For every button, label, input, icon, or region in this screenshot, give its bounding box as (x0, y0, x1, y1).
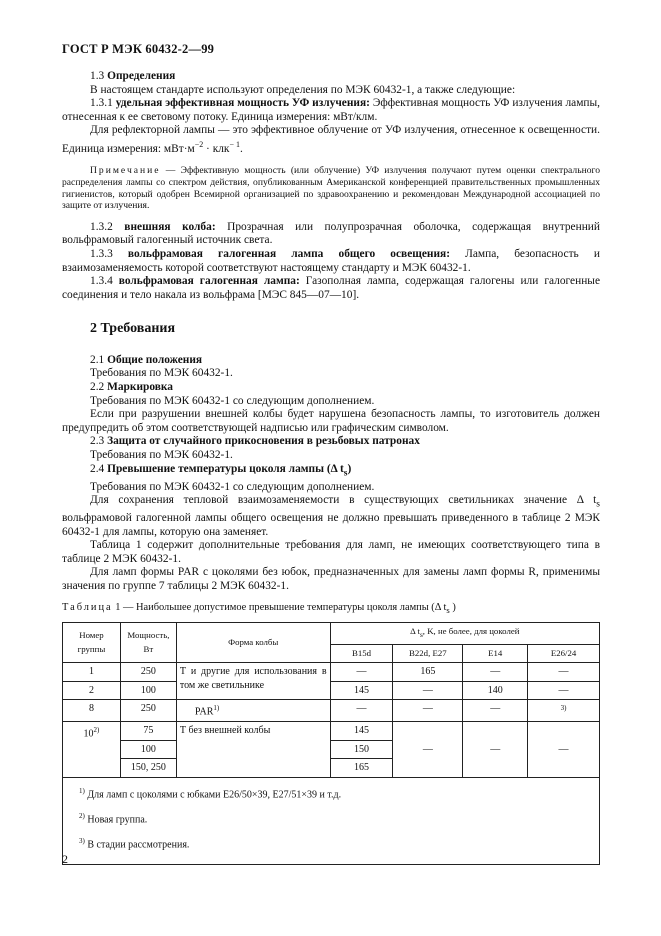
header-group: Номер группы (63, 623, 121, 663)
section-2-4-text-3: Таблица 1 содержит дополнительные требования для ламп, не имеющих соответствующего типа в таблице 2 МЭК 60432-1. (62, 539, 600, 565)
section-2-3-text: Требования по МЭК 60432-1. (90, 449, 233, 462)
table-footnotes (63, 778, 600, 865)
section-1-3-heading: 1.3 Определения (90, 70, 176, 82)
section-2-2-heading: 2.2 Маркировка (90, 381, 173, 394)
definition-1-3-1: 1.3.1 удельная эффективная мощность УФ излучения: Эффективная мощность УФ излучения лампы, отнесенная к ее световому потоку. Единица измерения: мВт/клм. (62, 97, 600, 123)
temperature-table (62, 622, 600, 865)
definition-1-3-2: 1.3.2 внешняя колба: Прозрачная или полупрозрачная оболочка, содержащая внутренний вольфрамовый галогенный источник света. (62, 220, 600, 247)
section-2-2-text-2: Если при разрушении внешней колбы будет нарушена безопасность лампы, то изготовитель должен предупредить об этом соответствующей надписью или графическим символом. (62, 408, 600, 434)
table-row: 10$^{2)}$ 75 Т без внешней колбы 145 — — — (63, 722, 600, 741)
footnote-2: $^{2)}$ Новая группа. (79, 811, 148, 826)
header-power: Мощность, Вт (120, 623, 176, 663)
section-2-2-text: Требования по МЭК 60432-1 со следующим дополнением. (90, 394, 375, 407)
definition-1-3-3: 1.3.3 вольфрамовая галогенная лампа общего освещения: Лампа, безопасность и взаимозаменяемость которой соответствуют настоящему стандарту и МЭК 60432-1. (62, 247, 600, 274)
document-header: ГОСТ Р МЭК 60432-2—99 (62, 42, 215, 56)
table-row: 1 250 Т и другие для использования в том же светильнике — 165 — — (63, 663, 600, 682)
cap-b22d: B22d, E27 (393, 644, 463, 663)
section-2-1-text: Требования по МЭК 60432-1. (90, 367, 233, 380)
section-2-4-text-4: Для ламп формы PAR с цоколями без юбок, предназначенных для замены ламп формы R, применимы значения по группе 7 таблицы 2 МЭК 60432-1. (62, 566, 600, 592)
section-2-4-text-2: Для сохранения тепловой взаимозаменяемости в существующих светильниках значение Δ $t_s$ вольфрамовой галогенной лампы общего освещения не должно превышать приведенного в таблице 2 МЭК 60432-1 для лампы, которую она заменяет. (62, 494, 600, 538)
section-2-4-text: Требования по МЭК 60432-1 со следующим дополнением. (90, 480, 375, 493)
footnote-3: $^{3)}$ В стадии рассмотрения. (79, 836, 190, 851)
section-2-4-heading: 2.4 Превышение температуры цоколя лампы (Δ $t_s$) (90, 462, 352, 478)
table-row: 2 100 145 — 140 — (63, 681, 600, 700)
table-header-row (63, 623, 600, 644)
cap-e26: E26/24 (528, 644, 600, 663)
table-row: 150, 250 165 (63, 759, 600, 778)
header-dt: Δ $t_s$, K, не более, для цоколей (330, 623, 599, 644)
cap-b15d: B15d (330, 644, 393, 663)
table-row: 100 150 (63, 740, 600, 759)
note-paragraph: Примечание — Эффективную мощность (или облучение) УФ излучения получают путем оценки спектрального распределения лампы со спектром действия, опубликованным Американской конференцией правительственных промышленных гигиенистов, который одобрен Всемирной организацией по здравоохранению и рекомендован Международной ассоциацией по защите от излучения. (62, 165, 600, 212)
table-caption: Таблица 1 — Наибольшее допустимое превышение температуры цоколя лампы (Δ $t_s$ ) (62, 601, 456, 615)
document-body (62, 70, 600, 865)
header-shape: Форма колбы (176, 623, 330, 663)
section-1-3-intro: В настоящем стандарте используют определения по МЭК 60432-1, а также следующие: (90, 83, 516, 96)
table-row: 8 250 PAR$^{1)}$ — — — $^{3)}$ (63, 700, 600, 722)
definition-1-3-1-reflector: Для рефлекторной лампы — это эффективное облучение от УФ излучения, отнесенное к освещенности. Единица измерения: $мВт\cdot м^{-2} \cdot клк^{- 1}$. (62, 124, 600, 155)
page-number: 2 (62, 852, 68, 866)
footnote-1: $^{1)}$ Для ламп с цоколями с юбками E26/50×39, E27/51×39 и т.д. (79, 787, 342, 801)
section-2-1-heading: 2.1 Общие положения (90, 353, 203, 366)
section-2-3-heading: 2.3 Защита от случайного прикосновения в резьбовых патронах (90, 435, 420, 448)
definition-1-3-4: 1.3.4 вольфрамовая галогенная лампа: Газополная лампа, содержащая галогены или галогенные соединения и тело накала из вольфрама [МЭС 845—07—10]. (62, 275, 601, 301)
cap-e14: E14 (463, 644, 528, 663)
section-2-title: 2 Требования (90, 321, 176, 337)
